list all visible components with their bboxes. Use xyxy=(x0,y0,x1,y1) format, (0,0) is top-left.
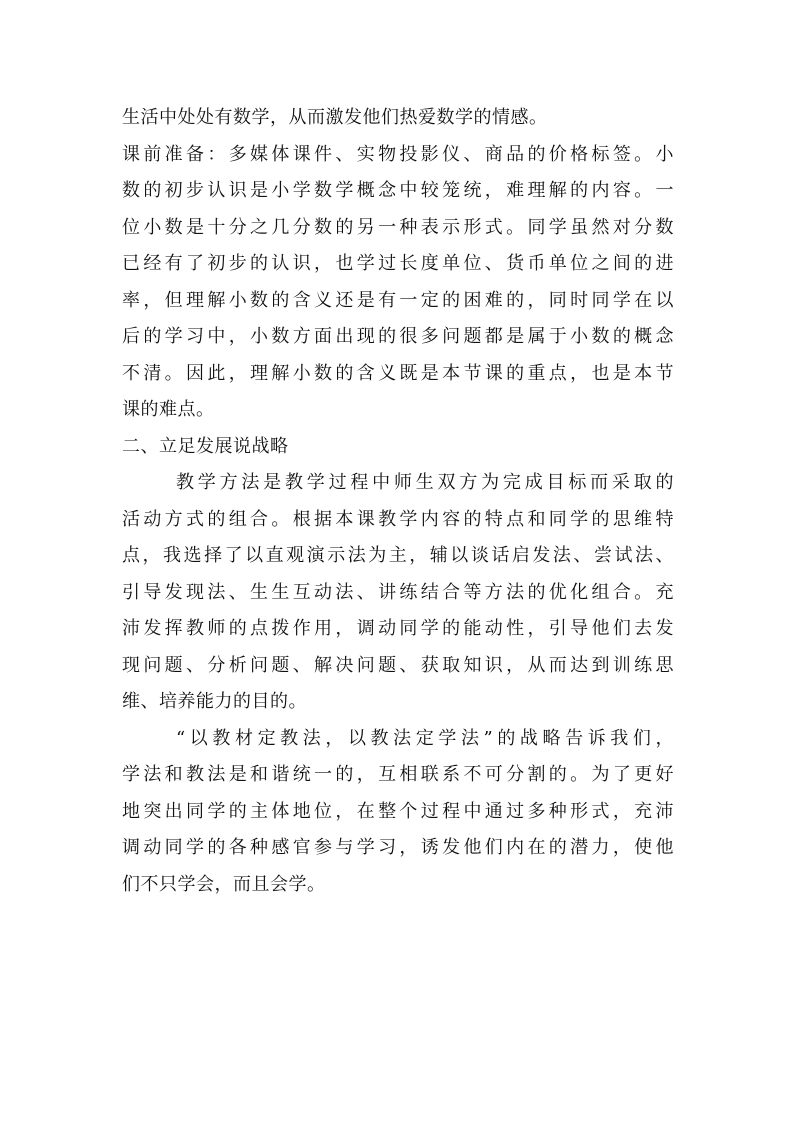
text-line: 地突出同学的主体地位，在整个过程中通过多种形式，充沛 xyxy=(122,800,674,822)
text-line: 学法和教法是和谐统一的，互相联系不可分割的。为了更好 xyxy=(122,764,674,785)
text-line: 不清。因此，理解小数的含义既是本节课的重点，也是本节 xyxy=(122,362,674,384)
text-line: 后的学习中，小数方面出现的很多问题都是属于小数的概念 xyxy=(122,326,674,347)
text-line: 位小数是十分之几分数的另一种表示形式。同学虽然对分数 xyxy=(122,216,674,238)
text-line: 点，我选择了以直观演示法为主，辅以谈话启发法、尝试法、 xyxy=(122,545,674,566)
paragraph-heading-2 xyxy=(122,429,674,466)
text-line: 现问题、分析问题、解决问题、获取知识，从而达到训练思 xyxy=(122,654,674,676)
text-line: 数的初步认识是小学数学概念中较笼统，难理解的内容。一 xyxy=(122,180,674,201)
paragraph-preparation xyxy=(122,137,674,429)
text-line: 活动方式的组合。根据本课教学内容的特点和同学的思维特 xyxy=(122,508,674,530)
text-line: 们不只学会，而且会学。 xyxy=(122,873,326,895)
text-line: 二、立足发展说战略 xyxy=(122,435,289,457)
text-line: 率，但理解小数的含义还是有一定的困难的，同时同学在以 xyxy=(122,289,674,311)
text-line: 课的难点。 xyxy=(122,399,215,420)
text-line: 已经有了初步的认识，也学过长度单位、货币单位之间的进 xyxy=(122,253,674,274)
text-line: 沛发挥教师的点拨作用，调动同学的能动性，引导他们去发 xyxy=(122,618,674,639)
text-line: 维、培养能力的目的。 xyxy=(122,691,307,712)
text-line: 生活中处处有数学，从而激发他们热爱数学的情感。 xyxy=(122,107,548,128)
text-line: 课前准备：多媒体课件、实物投影仪、商品的价格标签。小 xyxy=(122,143,674,165)
text-line: 调动同学的各种感官参与学习，诱发他们内在的潜力，使他 xyxy=(122,837,674,858)
paragraph-strategy xyxy=(122,721,674,904)
text-line: “以教材定教法，以教法定学法”的战略告诉我们， xyxy=(176,727,674,749)
text-line: 教学方法是教学过程中师生双方为完成目标而采取的 xyxy=(176,472,674,493)
paragraph-method xyxy=(122,465,674,721)
paragraph-intro-end xyxy=(122,100,674,137)
text-line: 引导发现法、生生互动法、讲练结合等方法的优化组合。充 xyxy=(122,581,674,603)
document-page xyxy=(122,100,674,903)
